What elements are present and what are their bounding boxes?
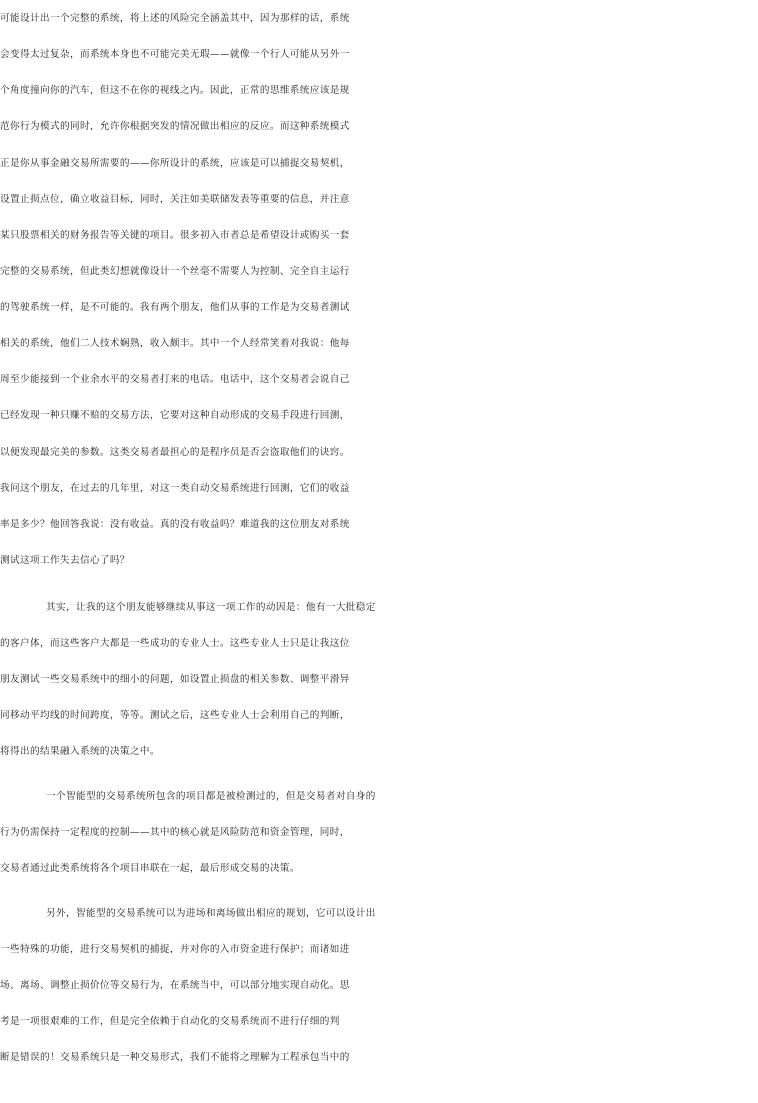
- text-line: 朋友测试一些交易系统中的细小的问题，如设置止损盘的相关参数、调整平滑异: [0, 674, 350, 685]
- text-line: 的客户体，而这些客户大都是一些成功的专业人士。这些专业人士只是让我这位: [0, 638, 350, 649]
- text-line: 行为仍需保持一定程度的控制——其中的核心就是风险防范和资金管理，同时，: [0, 827, 350, 838]
- text-line: 周至少能接到一个业余水平的交易者打来的电话。电话中，这个交易者会说自己: [0, 374, 350, 385]
- text-line: 设置止损点位，确立收益目标，同时，关注如美联储发表等重要的信息，并注意: [0, 194, 350, 205]
- text-line: 会变得太过复杂，而系统本身也不可能完美无瑕——就像一个行人可能从另外一: [0, 49, 350, 60]
- text-line: 将得出的结果融入系统的决策之中。: [0, 746, 160, 757]
- text-line: 其实，让我的这个朋友能够继续从事这一项工作的动因是：他有一大批稳定: [46, 602, 376, 613]
- text-line: 断是错误的！交易系统只是一种交易形式，我们不能将之理解为工程承包当中的: [0, 1052, 350, 1063]
- text-line: 某只股票相关的财务报告等关键的项目。很多初入市者总是希望设计或购买一套: [0, 230, 350, 241]
- text-line: 同移动平均线的时间跨度，等等。测试之后，这些专业人士会利用自己的判断，: [0, 710, 350, 721]
- text-line: 相关的系统，他们二人技术娴熟，收入颇丰。其中一个人经常笑着对我说：他每: [0, 338, 350, 349]
- text-line: 一些特殊的功能，进行交易契机的捕捉，并对你的入市资金进行保护；而诸如进: [0, 944, 350, 955]
- text-line: 测试这项工作失去信心了吗？: [0, 555, 130, 566]
- text-line: 另外，智能型的交易系统可以为进场和离场做出相应的规划，它可以设计出: [46, 908, 376, 919]
- text-line: 已经发现一种只赚不赔的交易方法，它要对这种自动形成的交易手段进行回测，: [0, 410, 350, 421]
- text-line: 交易者通过此类系统将各个项目串联在一起，最后形成交易的决策。: [0, 863, 300, 874]
- text-line: 的驾驶系统一样，是不可能的。我有两个朋友，他们从事的工作是为交易者测试: [0, 302, 350, 313]
- text-line: 个角度撞向你的汽车，但这不在你的视线之内。因此，正常的思维系统应该是规: [0, 85, 350, 96]
- text-line: 以便发现最完美的参数。这类交易者最担心的是程序员是否会盗取他们的诀窍。: [0, 447, 350, 458]
- text-line: 完整的交易系统，但此类幻想就像设计一个丝毫不需要人为控制、完全自主运行: [0, 266, 350, 277]
- text-line: 范你行为模式的同时，允许你根据突发的情况做出相应的反应。而这种系统模式: [0, 121, 350, 132]
- text-line: 场、离场、调整止损价位等交易行为，在系统当中，可以部分地实现自动化。思: [0, 980, 350, 991]
- text-line: 可能设计出一个完整的系统，将上述的风险完全涵盖其中，因为那样的话，系统: [0, 13, 350, 24]
- text-line: 我问这个朋友，在过去的几年里，对这一类自动交易系统进行回测，它们的收益: [0, 483, 350, 494]
- text-line: 正是你从事金融交易所需要的——你所设计的系统，应该是可以捕捉交易契机，: [0, 158, 350, 169]
- text-line: 一个智能型的交易系统所包含的项目都是被检测过的，但是交易者对自身的: [46, 791, 376, 802]
- text-line: 率是多少？他回答我说：没有收益。真的没有收益吗？难道我的这位朋友对系统: [0, 519, 350, 530]
- text-line: 考是一项很艰难的工作，但是完全依赖于自动化的交易系统而不进行仔细的判: [0, 1016, 340, 1027]
